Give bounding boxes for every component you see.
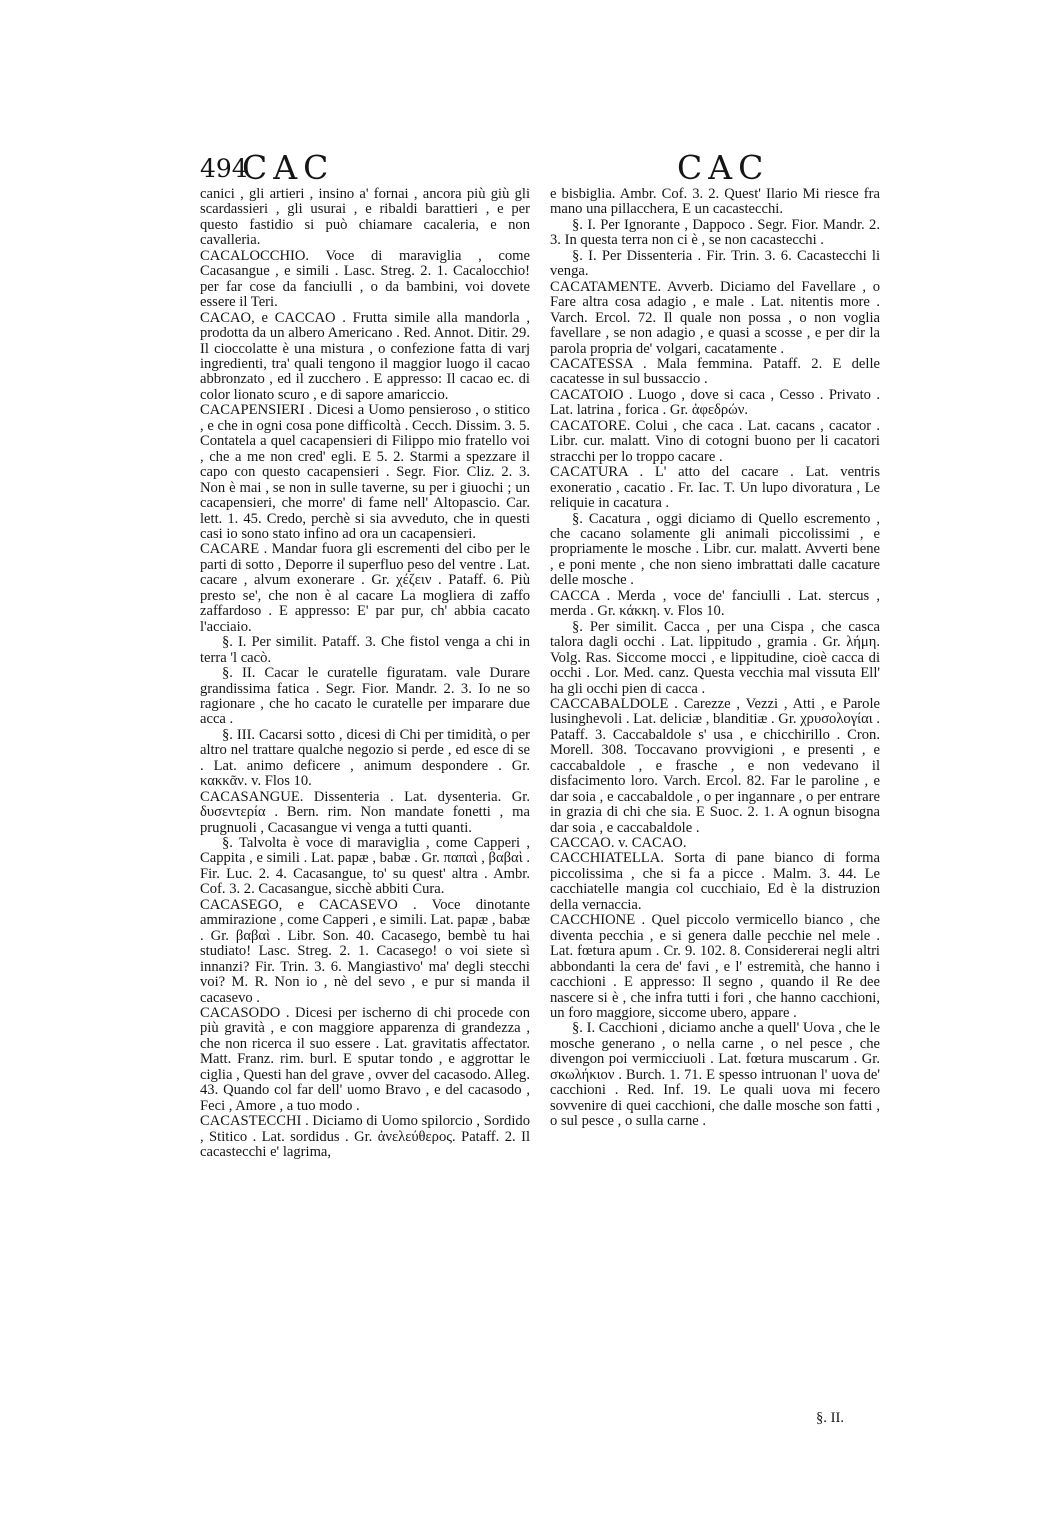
catchword: §. II.	[816, 1410, 844, 1426]
sub-definition: §. I. Per Ignorante , Dappoco . Segr. Fior. Mandr. 2. 3. In questa terra non ci è , se non cacastecchi .	[550, 216, 880, 249]
sub-definition: §. III. Cacarsi sotto , dicesi di Chi per timidità, o per altro nel trattare qualche negozio si perde , ed esce di se . Lat. animo deficere , animum despondere . Gr. κακκᾶν. v. Flos 10.	[200, 726, 530, 790]
page-number: 494	[200, 154, 248, 183]
sub-definition: §. Talvolta è voce di maraviglia , come Capperi , Cappita , e simili . Lat. papæ , babæ . Gr. παπαὶ , βαβαὶ . Fir. Luc. 2. 4. Cacasangue, to' su quest' altra . Ambr. Cof. 3. 2. Cacasangue, sicchè abbiti Cura.	[200, 835, 530, 898]
dictionary-entry: CACCA . Merda , voce de' fanciulli . Lat. stercus , merda . Gr. κάκκη. v. Flos 10.	[550, 587, 880, 620]
dictionary-entry: CACCABALDOLE . Carezze , Vezzi , Atti , e Parole lusinghevoli . Lat. deliciæ , blanditiæ . Gr. χρυσολογίαι . Pataff. 3. Caccabaldole s' usa , e chicchirillo . Cron. Morell. 308. Toccavano provvigioni , e presenti , e caccabaldole , e frasche , e non vedevano il disfacimento loro. Varch. Ercol. 82. Far le paroline , e dar soia , e caccabaldole , o per ingannare , o per entrare in grazia di chi che sia. E Suoc. 2. 1. A ognun bisogna dar soia , e caccabaldole .	[550, 695, 880, 836]
sub-definition: §. Cacatura , oggi diciamo di Quello escremento , che cacano solamente gli animali piccolissimi , e propriamente le mosche . Libr. cur. malatt. Avverti bene , e poni mente , che non sieno imbrattati dalle cacature delle mosche .	[550, 510, 880, 589]
continued-entry: canici , gli artieri , insino a' fornai , ancora più giù gli scardassieri , gli usurai , e ribaldi barattieri , e per questo fastidio si può chiamare cacaleria, e non cavalleria.	[200, 186, 530, 249]
dictionary-entry: CACATAMENTE. Avverb. Diciamo del Favellare , o Fare altra cosa adagio , e male . Lat. nitentis more . Varch. Ercol. 72. Il quale non possa , o non voglia favellare , se non adagio , e quasi a scosse , e per dir la parola propria de' volgari, cacatamente .	[550, 278, 880, 357]
dictionary-entry: CACATOIO . Luogo , dove si caca , Cesso . Privato . Lat. latrina , forica . Gr. ἀφεδρών.	[550, 386, 880, 419]
sub-definition: §. Per similit. Cacca , per una Cispa , che casca talora dagli occhi . Lat. lippitudo , gramia . Gr. λήμη. Volg. Ras. Siccome mocci , e lippitudine, cioè cacca di occhi . Lor. Med. canz. Questa vecchia mal vissuta Ell' ha gli occhi pien di cacca .	[550, 618, 880, 697]
continued-entry: e bisbiglia. Ambr. Cof. 3. 2. Quest' Ilario Mi riesce fra mano una pillacchera, E un cacastecchi.	[550, 186, 880, 218]
sub-definition: §. I. Per similit. Pataff. 3. Che fistol venga a chi in terra 'l cacò.	[200, 634, 530, 666]
dictionary-entry: CACAO, e CACCAO . Frutta simile alla mandorla , prodotta da un albero Americano . Red. Annot. Ditir. 29. Il cioccolatte è una mistura , o confezione fatta di varj ingredienti, tra' quali tengono il maggior luogo il cacao abbronzato , ed il zucchero . E appresso: Il cacao ec. di color lionato scuro , e di sapore amariccio.	[200, 309, 530, 403]
page-header	[200, 148, 890, 188]
dictionary-entry: CACASODO . Dicesi per ischerno di chi procede con più gravità , e con maggiore apparenza di grandezza , che non ricerca il suo essere . Lat. gravitatis affectator. Matt. Franz. rim. burl. E sputar tondo , e aggrottar le ciglia , Questi han del grave , ovver del cacasodo. Alleg. 43. Quando col far dell' uomo Bravo , e del cacasodo , Feci , Amore , a tuo modo .	[200, 1005, 530, 1114]
dictionary-entry: CACARE . Mandar fuora gli escrementi del cibo per le parti di sotto , Deporre il superfluo peso del ventre . Lat. cacare , alvum exonerare . Gr. χέζειν . Pataff. 6. Più presto se', che non è al cacare La mogliera di zaffo zaffardoso . E appresso: E' par pur, ch' abbia cacato l'acciaio.	[200, 541, 530, 635]
dictionary-entry: CACASTECCHI . Diciamo di Uomo spilorcio , Sordido , Stitico . Lat. sordidus . Gr. ἀνελεύθερος. Pataff. 2. Il cacastecchi e' lagrima,	[200, 1113, 530, 1161]
sub-definition: §. I. Cacchioni , diciamo anche a quell' Uova , che le mosche generano , o nella carne , o nel pesce , che divengon poi vermicciuoli . Lat. fœtura muscarum . Gr. σκωλήκιον . Burch. 1. 71. E spesso intruonan l' uova de' cacchioni . Red. Inf. 19. Le quali uova mi fecero sovvenire di quei cacchioni, che dalle mosche son fatti , o sul pesce , o sulla carne .	[550, 1020, 880, 1130]
dictionary-entry: CACATURA . L' atto del cacare . Lat. ventris exoneratio , cacatio . Fr. Iac. T. Un lupo divoratura , Le reliquie in cacatura .	[550, 464, 880, 512]
dictionary-entry: CACAPENSIERI . Dicesi a Uomo pensieroso , o stitico , e che in ogni cosa pone difficoltà . Cecch. Dissim. 3. 5. Contatela a quel cacapensieri di Filippo mio fratello voi , che a me non cred' egli. E 5. 2. Starmi a spezzare il capo con questo cacapensieri . Segr. Fior. Cliz. 2. 3. Non è mai , se non in sulle taverne, su per i giuochi ; un cacapensieri, che morre' di fame nell' Altopascio. Car. lett. 1. 45. Credo, perchè si sia avveduto, che in questi casi io sono stato infino ad ora un cacapensieri.	[200, 402, 530, 542]
dictionary-entry: CACCAO. v. CACAO.	[550, 835, 687, 852]
running-headword-right: CAC	[677, 148, 770, 187]
left-column	[200, 187, 530, 1161]
dictionary-entry: CACASEGO, e CACASEVO . Voce dinotante ammirazione , come Capperi , e simili. Lat. papæ , babæ . Gr. βαβαὶ . Libr. Son. 40. Cacasego, bembè tu hai studiato! Lasc. Streg. 2. 1. Cacasego! o voi siete sì innanzi? Fir. Trin. 3. 6. Mangiastivo' ma' degli stecchi voi? M. R. Non io , nè del sevo , e pur si manda il cacasevo .	[200, 896, 530, 1006]
dictionary-entry: CACALOCCHIO. Voce di maraviglia , come Cacasangue , e simili . Lasc. Streg. 2. 1. Cacalocchio! per far cose da fanciulli , o da bambini, voi dovete essere il Teri.	[200, 247, 530, 311]
right-column	[550, 187, 880, 1130]
running-headword-left: CAC	[242, 148, 335, 187]
dictionary-entry: CACATORE. Colui , che caca . Lat. cacans , cacator . Libr. cur. malatt. Vino di cotogni buono per li cacatori stracchi per lo troppo cacare .	[550, 417, 880, 465]
dictionary-entry: CACATESSA . Mala femmina. Pataff. 2. E delle cacatesse in sul bussaccio .	[550, 355, 880, 388]
dictionary-entry: CACCHIONE . Quel piccolo vermicello bianco , che diventa pecchia , e si genera dalle pecchie nel mele . Lat. fœtura apum . Cr. 9. 102. 8. Considererai negli altri abbondanti la cera de' favi , e l' estremità, che hanno i cacchioni . E appresso: Il segno , quando il Re dee nascere si è , che infra tutti i fori , che hanno cacchioni, un foro maggiore, siccome ubero, appare .	[550, 912, 880, 1022]
sub-definition: §. II. Cacar le curatelle figuratam. vale Durare grandissima fatica . Segr. Fior. Mandr. 2. 3. Io ne so ragionare , che ho cacato le curatelle per imparare due acca .	[200, 665, 530, 728]
dictionary-entry: CACASANGUE. Dissenteria . Lat. dysenteria. Gr. δυσεντερία . Bern. rim. Non mandate fonetti , ma prugnuoli , Cacasangue vi venga a tutti quanti.	[200, 788, 530, 836]
sub-definition: §. I. Per Dissenteria . Fir. Trin. 3. 6. Cacastecchi li venga.	[550, 247, 880, 280]
dictionary-entry: CACCHIATELLA. Sorta di pane bianco di forma piccolissima , che si fa a picce . Malm. 3. 44. Le cacchiatelle mangia col cucchiaio, Ed è la distruzion della vernaccia.	[550, 850, 880, 913]
